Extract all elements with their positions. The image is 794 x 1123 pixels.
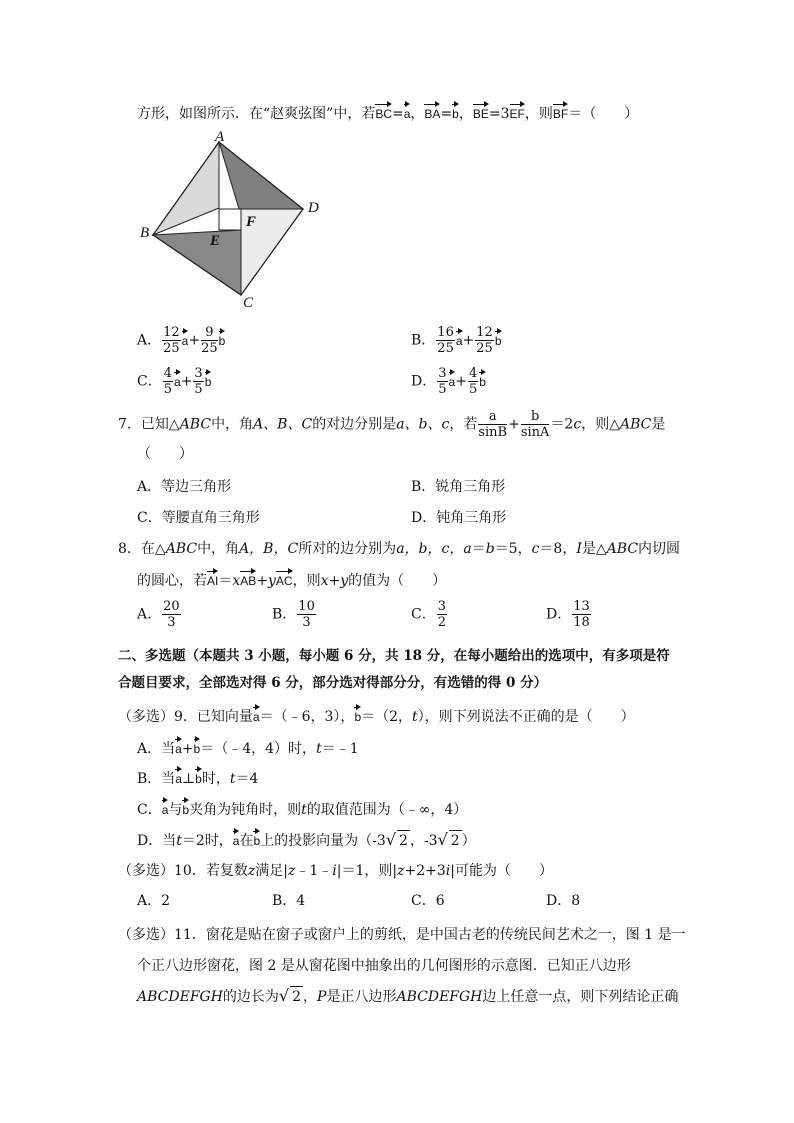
tri-bottom-left (153, 230, 241, 295)
q9-option-c[interactable]: C．a与b夹角为钝角时，则t的取值范围为（﹣∞，4） (137, 798, 467, 820)
q9-stem: （多选）9．已知向量a＝（﹣6，3），b＝（2，t），则下列说法不正确的是（ ） (118, 705, 635, 727)
section-heading-line1: 二、多选题（本题共 3 小题，每小题 6 分，共 18 分，在每小题给出的选项中，有多项是符 (118, 648, 670, 664)
vector-a: a (404, 102, 411, 120)
label-d: D (308, 200, 319, 216)
vector-ef: EF (510, 102, 525, 120)
q9-option-a[interactable]: A．当a+b＝（﹣4，4）时，t＝﹣1 (137, 737, 359, 759)
label-c: C (243, 295, 254, 311)
q10-option-b[interactable]: B．4 (272, 893, 306, 909)
q10-option-d[interactable]: D．8 (546, 893, 581, 909)
vector-bc: BC (375, 102, 392, 120)
q6-option-d[interactable]: D． $\frac{3}{5}$ a+ $\frac{4}{5}$ b (411, 366, 486, 397)
q7-stem: 7．已知△ABC中，角A、B、C的对边分别是a、b、c，若 $\frac{a}{\sin B}$ + $\frac{b}{\sin A}$ ＝2c，则△ABC是 (118, 409, 666, 440)
label-f: F (246, 214, 257, 230)
q10-option-c[interactable]: C．6 (411, 893, 445, 909)
q6-option-a[interactable]: A． $\frac{12}{25}$ a+ $\frac{9}{25}$ b (137, 325, 226, 356)
q11-stem-line1: （多选）11．窗花是贴在窗子或窗户上的剪纸，是中国古老的传统民间艺术之一，图 1 是一 (118, 927, 686, 943)
section-heading-line2: 合题目要求，全部选对得 6 分，部分选对得部分分，有选错的得 0 分） (118, 675, 548, 691)
vector-ba: BA (424, 102, 440, 120)
q7-option-b[interactable]: B．锐角三角形 (411, 479, 506, 495)
q7-option-a[interactable]: A．等边三角形 (137, 479, 232, 495)
q7-option-c[interactable]: C．等腰直角三角形 (137, 510, 260, 526)
q10-stem: （多选）10．若复数z满足|z﹣1﹣i|＝1，则|z+2+3i|可能为（ ） (118, 863, 553, 879)
q6-option-b[interactable]: B． $\frac{16}{25}$ a+ $\frac{12}{25}$ b (411, 325, 502, 356)
q7-option-d[interactable]: D．钝角三角形 (411, 510, 507, 526)
q8-stem-line2: 的圆心，若AI＝xAB+yAC，则x+y的值为（ ） (137, 569, 446, 591)
vector-be: BE (473, 102, 489, 120)
inner-square (219, 209, 241, 230)
q8-option-b[interactable]: B． $\frac{10}{3}$ (272, 599, 315, 630)
q9-option-b[interactable]: B．当a⊥b时，t＝4 (137, 767, 258, 789)
q6-stem: 方形，如图所示．在“赵爽弦图”中，若BC=a，BA=b，BE=3EF，则BF＝（ ） (137, 102, 638, 124)
q11-stem-line3: ABCDEFGH的边长为√ 2 ，P是正八边形ABCDEFGH边上任意一点，则下列结论正确 (137, 986, 679, 1005)
q8-stem-line1: 8．在△ABC中，角A，B，C所对的边分别为a，b，c，a＝b＝5，c＝8，I是△ABC内切圆 (118, 541, 681, 557)
q6-option-c[interactable]: C． $\frac{4}{5}$ a+ $\frac{3}{5}$ b (137, 366, 212, 397)
q8-option-d[interactable]: D． $\frac{13}{18}$ (546, 599, 590, 630)
q8-option-a[interactable]: A． $\frac{20}{3}$ (137, 599, 180, 630)
q8-option-c[interactable]: C． $\frac{3}{2}$ (411, 599, 446, 630)
label-a: A (215, 129, 225, 145)
vector-b: b (452, 102, 459, 120)
vector-bf: BF (553, 102, 568, 120)
q10-option-a[interactable]: A．2 (137, 893, 171, 909)
zhao-shuang-figure (135, 128, 335, 318)
q7-paren: （ ） (137, 446, 193, 462)
q9-option-d[interactable]: D．当t＝2时，a在b上的投影向量为（-3√ 2 ，-3√ 2 ） (137, 830, 476, 849)
q11-stem-line2: 个正八边形窗花，图 2 是从窗花图中抽象出的几何图形的示意图．已知正八边形 (137, 958, 631, 974)
label-b: B (140, 225, 150, 241)
label-e: E (210, 233, 221, 249)
